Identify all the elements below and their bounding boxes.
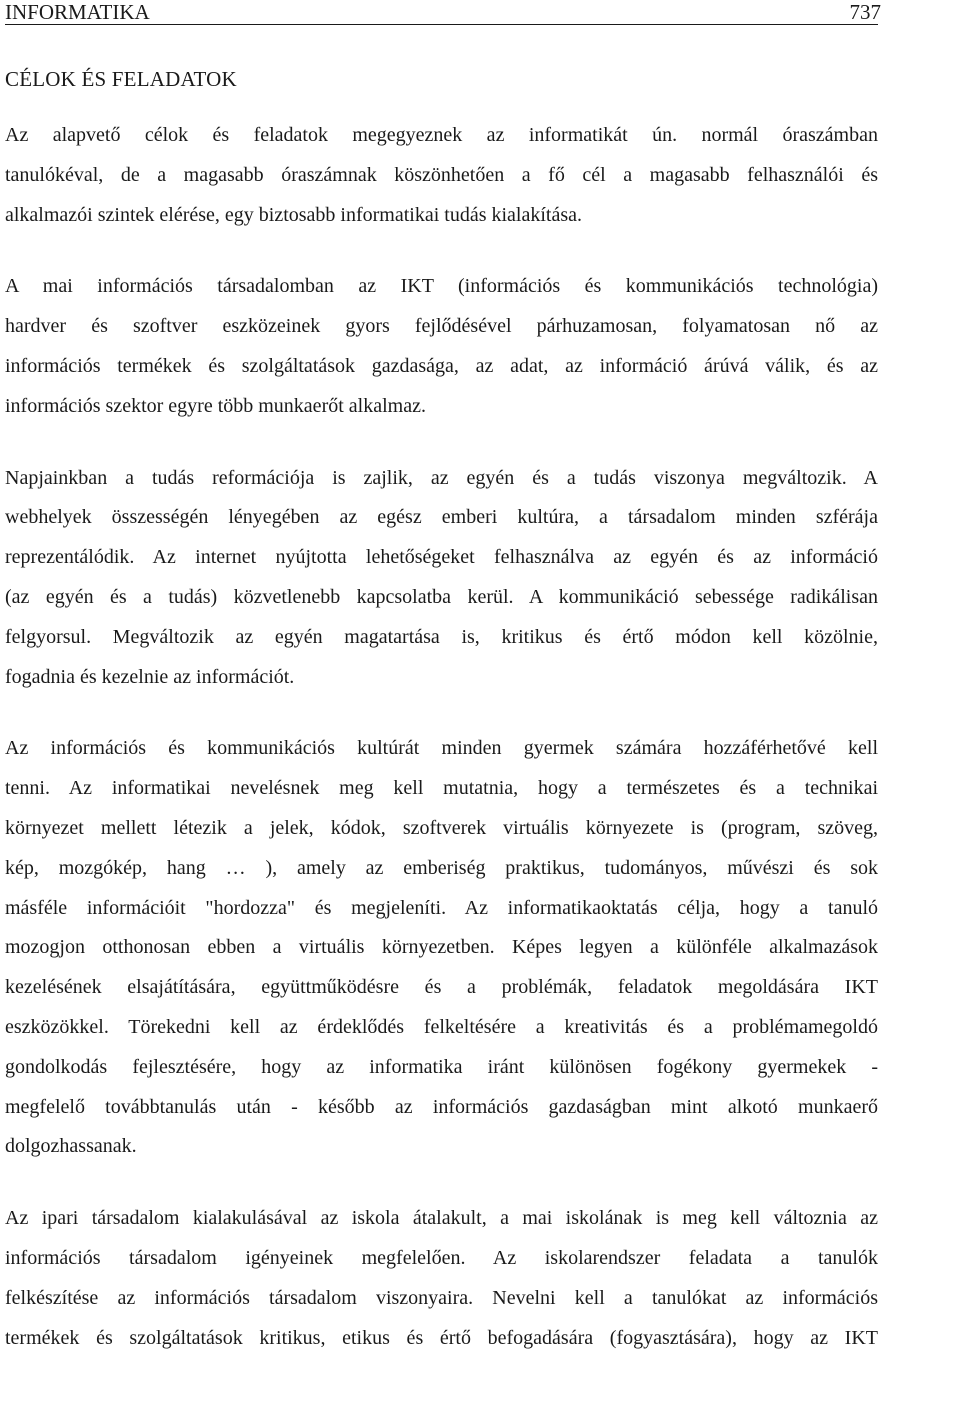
text-line: hardver és szoftver eszközeinek gyors fejlődésével párhuzamosan, folyamatosan nő az: [5, 315, 878, 338]
text-line: Az alapvető célok és feladatok megegyeznek az informatikát ún. normál óraszámban: [5, 124, 878, 146]
text-line: kezelésének elsajátítására, együttműködésre és a problémák, feladatok megoldására IKT: [5, 976, 878, 999]
text-line: tanulókéval, de a magasabb óraszámnak köszönhetően a fő cél a magasabb felhasználói és: [5, 163, 878, 186]
text-line: reprezentálódik. Az internet nyújtotta lehetőségeket felhasználva az egyén és az információ: [5, 546, 878, 569]
text-line: mozogjon otthonosan ebben a virtuális környezetben. Képes legyen a különféle alkalmazások: [5, 936, 878, 959]
paragraph: [5, 459, 878, 698]
paragraph: [5, 267, 878, 426]
text-line: kép, mozgókép, hang … ), amely az emberiség praktikus, tudományos, művészi és sok: [5, 856, 878, 879]
text-line: tenni. Az informatikai nevelésnek meg kell mutatnia, hogy a természetes és a technikai: [5, 777, 878, 800]
text-line: információs társadalom igényeinek megfelelően. Az iskolarendszer feladata a tanulók: [5, 1246, 878, 1269]
text-line: Az információs és kommunikációs kultúrát minden gyermek számára hozzáférhetővé kell: [5, 737, 878, 760]
text-line: dolgozhassanak.: [5, 1135, 137, 1158]
paragraph: [5, 116, 878, 235]
text-line: alkalmazói szintek elérése, egy biztosabb informatikai tudás kialakítása.: [5, 203, 583, 226]
text-line: Az ipari társadalom kialakulásával az iskola átalakult, a mai iskolának is meg kell változnia az: [5, 1207, 878, 1230]
text-line: (az egyén és a tudás) közvetlenebb kapcsolatba kerül. A kommunikáció sebessége radikálisan: [5, 585, 878, 608]
text-line: A mai információs társadalomban az IKT (információs és kommunikációs technológia): [5, 275, 878, 298]
section-title: CÉLOK ÉS FELADATOK: [5, 67, 237, 91]
text-line: megfelelő továbbtanulás után - később az információs gazdaságban mint alkotó munkaerő: [5, 1095, 878, 1118]
body-text: [5, 116, 878, 1358]
text-line: felgyorsul. Megváltozik az egyén magatartása is, kritikus és értő módon kell közölnie,: [5, 625, 878, 648]
text-line: információs termékek és szolgáltatások gazdasága, az adat, az információ árúvá válik, és az: [5, 354, 878, 377]
page-number: 737: [849, 0, 881, 24]
text-line: információs szektor egyre több munkaerőt alkalmaz.: [5, 394, 426, 417]
text-line: fogadnia és kezelnie az információt.: [5, 665, 295, 688]
text-line: webhelyek összességén lényegében az egész emberi kultúra, a társadalom minden szférája: [5, 506, 878, 529]
document-page: [5, 0, 881, 1358]
text-line: eszközökkel. Törekedni kell az érdeklődés felkeltésére a kreativitás és a problémamegoldó: [5, 1015, 878, 1038]
text-line: termékek és szolgáltatások kritikus, etikus és értő befogadására (fogyasztására), hogy az IKT: [5, 1326, 878, 1349]
text-line: másféle információit "hordozza" és megjeleníti. Az informatikaoktatás célja, hogy a tanuló: [5, 896, 878, 919]
paragraph: [5, 729, 878, 1167]
paragraph: [5, 1199, 878, 1358]
text-line: környezet mellett létezik a jelek, kódok, szoftverek virtuális környezete is (program, szöveg,: [5, 816, 878, 839]
header-title: INFORMATIKA: [5, 0, 150, 24]
page-header: [5, 0, 881, 25]
text-line: Napjainkban a tudás reformációja is zajlik, az egyén és a tudás viszonya megváltozik. A: [5, 466, 878, 489]
text-line: gondolkodás fejlesztésére, hogy az informatika iránt különösen fogékony gyermekek -: [5, 1055, 878, 1078]
text-line: felkészítése az információs társadalom viszonyaira. Nevelni kell a tanulókat az információs: [5, 1286, 878, 1309]
